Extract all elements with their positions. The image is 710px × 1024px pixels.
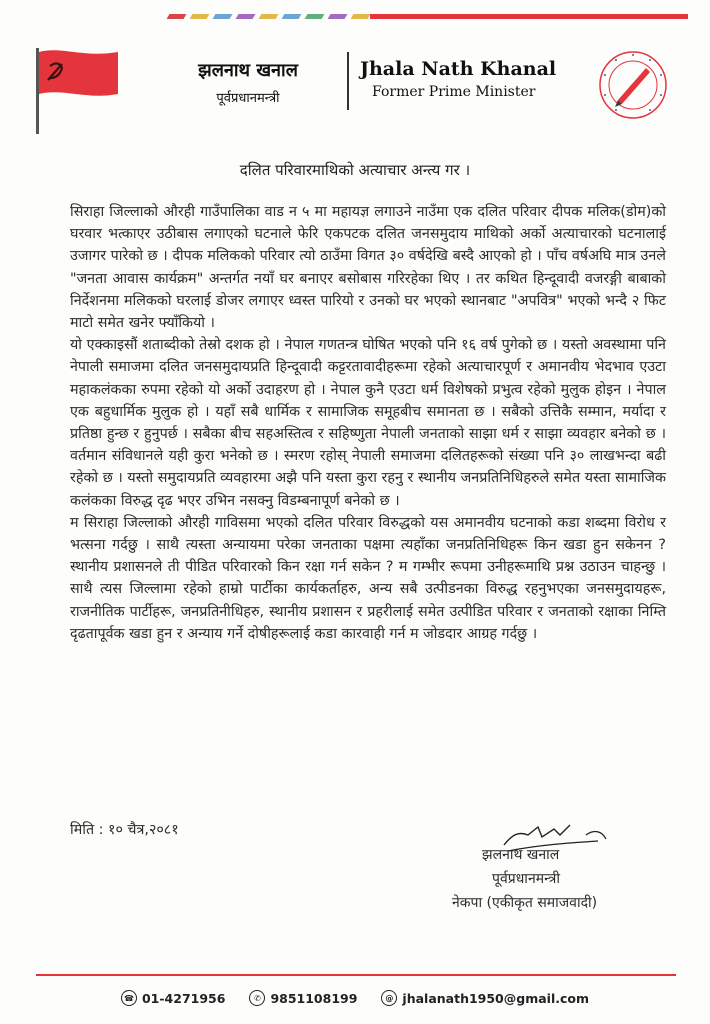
color-strip xyxy=(282,14,302,19)
header-name-english: Jhala Nath Khanal xyxy=(360,58,557,80)
signature-name: झलनाथ खनाल xyxy=(482,847,560,863)
color-strip xyxy=(213,14,233,19)
color-strip xyxy=(190,14,210,19)
color-strip xyxy=(259,14,279,19)
email-address: jhalanath1950@gmail.com xyxy=(402,990,590,1006)
party-flag-icon xyxy=(32,48,122,134)
footer-red-line xyxy=(36,974,676,976)
signature-title: पूर्वप्रधानमन्त्री xyxy=(492,871,560,887)
letter-paragraph: सिराहा जिल्लाको औरही गाउँपालिका वाड न ५ मा महायज्ञ लगाउने नाउँमा एक दलित परिवार दीपक मलिक(डोम)को घरवार भत्काएर उठीबास लगाएको घटनाले फेरि एकपटक दलित जनसमुदाय माथिको अर्को अत्याचारको घटनालाई उजागर पारेको छ । दीपक मलिकको परिवार त्यो ठाउँमा विगत ३० वर्षदेखि बस्दै आएको हो । पाँच वर्षअघि मात्र उनले "जनता आवास कार्यक्रम" अन्तर्गत नयाँ घर बनाएर बसोबास गरिरहेका थिए । तर कथित हिन्दूवादी वजरङ्गी बाबाको निर्देशनमा मलिकको घरलाई डोजर लगाएर ध्वस्त पारियो र उनको घर भएको स्थानबाट "अपवित्र" भएको भन्दै २ फिट माटो समेत खनेर फ्याँकियो । xyxy=(70,204,666,332)
phone-icon: ☎ xyxy=(121,990,137,1006)
letter-date: मिति : १० चैत्र,२०८१ xyxy=(70,822,179,838)
header-title-english: Former Prime Minister xyxy=(372,84,536,100)
letter-paragraph: म सिराहा जिल्लाको औरही गाविसमा भएको दलित परिवार विरुद्धको यस अमानवीय घटनाको कडा शब्दमा विरोध र भत्सना गर्दछु । साथै त्यस्ता अन्यायमा परेका जनताका पक्षमा त्यहाँका जनप्रतिनिधिहरू किन खडा हुन सकेनन ? स्थानीय प्रशासनले ती पीडित परिवारको किन रक्षा गर्न सकेन ? म गम्भीर रूपमा उनीहरूमाथि प्रश्न उठाउन चाहन्छु । साथै त्यस जिल्लामा रहेको हाम्रो पार्टीका कार्यकर्ताहरु, अन्य सबै उत्पीडनका विरुद्ध रहनुभएका जनसमुदायहरू, राजनीतिक पार्टीहरू, जनप्रतिनीधिहरु, स्थानीय प्रशासन र प्रहरीलाई समेत उत्पीडित परिवार र जनताको रक्षाका निम्ति दृढतापूर्वक खडा हुन र अन्याय गर्ने दोषीहरूलाई कडा कारवाही गर्न म जोडदार आग्रह गर्दछु । xyxy=(70,514,666,642)
whatsapp-number: 9851108199 xyxy=(270,990,358,1006)
color-strip xyxy=(305,14,325,19)
header-color-strips xyxy=(168,14,392,19)
party-seal-logo xyxy=(598,50,668,120)
color-strip xyxy=(167,14,187,19)
letter-body xyxy=(70,201,666,645)
letter-paragraph: यो एक्काइसौं शताब्दीको तेस्रो दशक हो । नेपाल गणतन्त्र घोषित भएको पनि १६ वर्ष पुगेको छ । यस्तो अवस्थामा पनि नेपाली समाजमा दलित जनसमुदायप्रति हिन्दूवादी कट्टरतावादीहरूमा रहेको अत्याचारपूर्ण र अमानवीय भेदभाव एउटा महाकलंकका रुपमा रहेको यो अर्को उदाहरण हो । नेपाल कुनै एउटा धर्म विशेषको प्रभुत्व रहेको मुलुक होइन । नेपाल एक बहुधार्मिक मुलुक हो । यहाँ सबै धार्मिक र सामाजिक समूहबीच समानता छ । सबैको उत्तिकै सम्मान, मर्यादा र प्रतिष्ठा हुन्छ र हुनुपर्छ । सबैका बीच सहअस्तित्व र सहिष्णुता नेपाली जनताको साझा धर्म र साझा व्यवहार बनेको छ । वर्तमान संविधानले यही कुरा भनेको छ । स्मरण रहोस् नेपाली समाजमा दलितहरूको संख्या पनि ३० लाखभन्दा बढी रहेको छ । यस्तो समुदायप्रति व्यवहारमा अझै पनि यस्ता कुरा रहनु र स्थानीय जनप्रतिनिधिहरुले समेत यस्ता सामाजिक कलंकका विरुद्ध दृढ भएर उभिन नसक्नु विडम्बनापूर्ण बनेको छ । xyxy=(70,337,666,509)
email-icon: @ xyxy=(381,990,397,1006)
signature-party: नेकपा (एकीकृत समाजवादी) xyxy=(452,895,598,911)
letter-title: दलित परिवारमाथिको अत्याचार अन्त्य गर । xyxy=(239,161,471,179)
header-red-bar xyxy=(370,14,688,19)
header-title-nepali: पूर्वप्रधानमन्त्री xyxy=(216,91,280,106)
header-name-nepali: झलनाथ खनाल xyxy=(198,60,298,81)
footer-phone xyxy=(121,990,225,1006)
color-strip xyxy=(328,14,348,19)
footer-email xyxy=(381,990,589,1006)
color-strip xyxy=(351,14,371,19)
footer-contacts xyxy=(0,990,710,1006)
whatsapp-icon: ✆ xyxy=(249,990,265,1006)
color-strip xyxy=(236,14,256,19)
header-divider xyxy=(347,52,349,110)
footer-whatsapp xyxy=(249,990,357,1006)
phone-number: 01-4271956 xyxy=(141,990,226,1006)
